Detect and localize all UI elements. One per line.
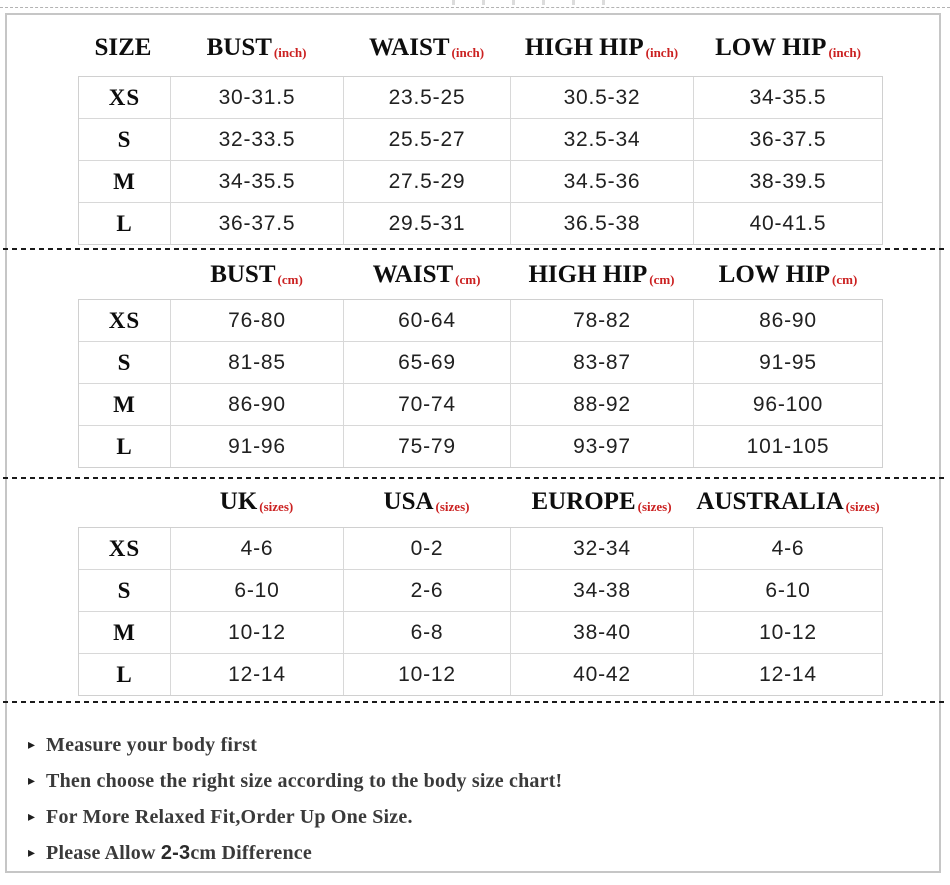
column-header-label: HIGH HIP bbox=[528, 261, 648, 288]
header-row-international bbox=[78, 479, 883, 525]
table-row bbox=[79, 202, 882, 244]
column-header-unit: (cm) bbox=[832, 272, 858, 287]
size-label-cell: XS bbox=[108, 535, 141, 561]
measurement-value-cell: 86-90 bbox=[170, 384, 343, 425]
table-row bbox=[79, 528, 882, 569]
measurement-value-cell: 12-14 bbox=[170, 654, 343, 695]
column-header-unit: (sizes) bbox=[259, 499, 294, 514]
measurement-value-cell: 23.5-25 bbox=[343, 77, 510, 118]
measurement-value-cell: 4-6 bbox=[170, 528, 343, 569]
column-header bbox=[343, 479, 510, 525]
column-header-unit: (cm) bbox=[455, 272, 481, 287]
measurement-value-cell: 65-69 bbox=[343, 342, 510, 383]
triangle-bullet-icon: ▸ bbox=[28, 809, 36, 825]
column-header bbox=[510, 479, 693, 525]
size-label-cell: L bbox=[116, 210, 133, 236]
header-row-inch bbox=[78, 22, 883, 74]
measurement-value-cell: 36-37.5 bbox=[693, 119, 882, 160]
size-label-cell: S bbox=[117, 349, 132, 375]
column-header-label: USA bbox=[383, 488, 434, 515]
size-label-cell: S bbox=[117, 577, 132, 603]
table-row bbox=[79, 569, 882, 611]
measurement-value-cell: 2-6 bbox=[343, 570, 510, 611]
measurement-value-cell: 91-95 bbox=[693, 342, 882, 383]
column-header-unit: (inch) bbox=[828, 45, 861, 60]
measurement-value-cell: 40-41.5 bbox=[693, 203, 882, 244]
column-header-label: LOW HIP bbox=[715, 34, 827, 61]
table-row bbox=[79, 653, 882, 695]
column-header-unit: (sizes) bbox=[435, 499, 470, 514]
note-text-prefix: Please Allow bbox=[46, 841, 161, 864]
measurement-value-cell: 38-39.5 bbox=[693, 161, 882, 202]
size-label-cell: L bbox=[116, 661, 133, 687]
column-header bbox=[693, 22, 883, 74]
note-text-prefix: Measure your body first bbox=[46, 733, 258, 756]
cropped-text-remnant bbox=[452, 0, 632, 5]
measurement-value-cell: 25.5-27 bbox=[343, 119, 510, 160]
size-label-cell: L bbox=[116, 433, 133, 459]
measurement-value-cell: 32-34 bbox=[510, 528, 693, 569]
measurement-value-cell: 30.5-32 bbox=[510, 77, 693, 118]
table-row bbox=[79, 611, 882, 653]
note-text bbox=[46, 770, 562, 793]
measurement-value-cell: 12-14 bbox=[693, 654, 882, 695]
measurement-value-cell: 34-35.5 bbox=[693, 77, 882, 118]
top-dashed-border bbox=[0, 7, 950, 8]
note-item bbox=[28, 731, 257, 759]
note-text-prefix: Then choose the right size according to the body size chart! bbox=[46, 769, 563, 792]
measurement-value-cell: 6-10 bbox=[170, 570, 343, 611]
measurement-value-cell: 4-6 bbox=[693, 528, 882, 569]
table-row bbox=[79, 118, 882, 160]
column-header-label: HIGH HIP bbox=[524, 34, 644, 61]
measurement-value-cell: 6-10 bbox=[693, 570, 882, 611]
column-header-label: LOW HIP bbox=[718, 261, 831, 288]
column-header-unit: (cm) bbox=[277, 272, 303, 287]
column-header bbox=[170, 479, 343, 525]
size-label-cell: XS bbox=[108, 307, 141, 333]
table-row bbox=[79, 77, 882, 118]
measurement-value-cell: 38-40 bbox=[510, 612, 693, 653]
note-text bbox=[46, 734, 257, 757]
column-header bbox=[510, 22, 693, 74]
column-header bbox=[78, 252, 170, 298]
note-text bbox=[46, 842, 312, 865]
note-text-highlight: 2-3 bbox=[160, 841, 191, 864]
column-header-label: WAIST bbox=[368, 34, 450, 61]
note-text-suffix: cm Difference bbox=[190, 841, 312, 864]
note-item bbox=[28, 839, 312, 867]
size-table-cm bbox=[78, 299, 883, 468]
header-row-cm bbox=[78, 252, 883, 298]
size-table-international bbox=[78, 527, 883, 696]
triangle-bullet-icon: ▸ bbox=[28, 845, 36, 861]
measurement-value-cell: 32-33.5 bbox=[170, 119, 343, 160]
column-header bbox=[170, 22, 343, 74]
section-divider bbox=[3, 701, 947, 703]
measurement-value-cell: 86-90 bbox=[693, 300, 882, 341]
measurement-value-cell: 83-87 bbox=[510, 342, 693, 383]
measurement-value-cell: 30-31.5 bbox=[170, 77, 343, 118]
size-label-cell: M bbox=[113, 391, 136, 417]
measurement-value-cell: 81-85 bbox=[170, 342, 343, 383]
measurement-value-cell: 0-2 bbox=[343, 528, 510, 569]
measurement-value-cell: 29.5-31 bbox=[343, 203, 510, 244]
column-header bbox=[170, 252, 343, 298]
triangle-bullet-icon: ▸ bbox=[28, 737, 36, 753]
table-row bbox=[79, 300, 882, 341]
measurement-value-cell: 88-92 bbox=[510, 384, 693, 425]
measurement-value-cell: 27.5-29 bbox=[343, 161, 510, 202]
measurement-value-cell: 10-12 bbox=[170, 612, 343, 653]
size-label-cell: M bbox=[113, 168, 136, 194]
table-row bbox=[79, 425, 882, 467]
size-label-cell: M bbox=[113, 619, 136, 645]
column-header-label: SIZE bbox=[94, 34, 152, 61]
table-row bbox=[79, 160, 882, 202]
size-label-cell: XS bbox=[108, 84, 141, 110]
measurement-value-cell: 76-80 bbox=[170, 300, 343, 341]
column-header bbox=[343, 252, 510, 298]
table-row bbox=[79, 383, 882, 425]
column-header bbox=[693, 479, 883, 525]
measurement-value-cell: 91-96 bbox=[170, 426, 343, 467]
measurement-value-cell: 36.5-38 bbox=[510, 203, 693, 244]
column-header-label: UK bbox=[219, 488, 258, 515]
column-header-label: AUSTRALIA bbox=[696, 488, 844, 515]
measurement-value-cell: 70-74 bbox=[343, 384, 510, 425]
measurement-value-cell: 101-105 bbox=[693, 426, 882, 467]
column-header-unit: (cm) bbox=[649, 272, 675, 287]
column-header-unit: (inch) bbox=[645, 45, 679, 60]
note-item bbox=[28, 767, 562, 795]
measurement-value-cell: 32.5-34 bbox=[510, 119, 693, 160]
note-item bbox=[28, 803, 413, 831]
measurement-value-cell: 40-42 bbox=[510, 654, 693, 695]
column-header bbox=[510, 252, 693, 298]
size-label-cell: S bbox=[117, 126, 132, 152]
triangle-bullet-icon: ▸ bbox=[28, 773, 36, 789]
measurement-value-cell: 96-100 bbox=[693, 384, 882, 425]
section-divider bbox=[3, 248, 947, 250]
column-header bbox=[693, 252, 883, 298]
note-text-prefix: For More Relaxed Fit,Order Up One Size. bbox=[46, 805, 413, 828]
measurement-value-cell: 34-38 bbox=[510, 570, 693, 611]
measurement-value-cell: 60-64 bbox=[343, 300, 510, 341]
measurement-value-cell: 34-35.5 bbox=[170, 161, 343, 202]
measurement-value-cell: 93-97 bbox=[510, 426, 693, 467]
column-header bbox=[78, 22, 170, 74]
measurement-value-cell: 10-12 bbox=[343, 654, 510, 695]
note-text bbox=[46, 806, 413, 829]
column-header-unit: (inch) bbox=[273, 45, 307, 60]
column-header-label: BUST bbox=[206, 34, 272, 61]
column-header-unit: (sizes) bbox=[845, 499, 880, 514]
column-header bbox=[78, 479, 170, 525]
measurement-value-cell: 36-37.5 bbox=[170, 203, 343, 244]
column-header-label: WAIST bbox=[372, 261, 454, 288]
measurement-value-cell: 6-8 bbox=[343, 612, 510, 653]
column-header-label: EUROPE bbox=[531, 488, 636, 515]
column-header-unit: (sizes) bbox=[637, 499, 672, 514]
measurement-value-cell: 34.5-36 bbox=[510, 161, 693, 202]
measurement-value-cell: 75-79 bbox=[343, 426, 510, 467]
measurement-value-cell: 78-82 bbox=[510, 300, 693, 341]
column-header-label: BUST bbox=[210, 261, 276, 288]
column-header-unit: (inch) bbox=[451, 45, 485, 60]
column-header bbox=[343, 22, 510, 74]
measurement-value-cell: 10-12 bbox=[693, 612, 882, 653]
size-table-inch bbox=[78, 76, 883, 245]
table-row bbox=[79, 341, 882, 383]
